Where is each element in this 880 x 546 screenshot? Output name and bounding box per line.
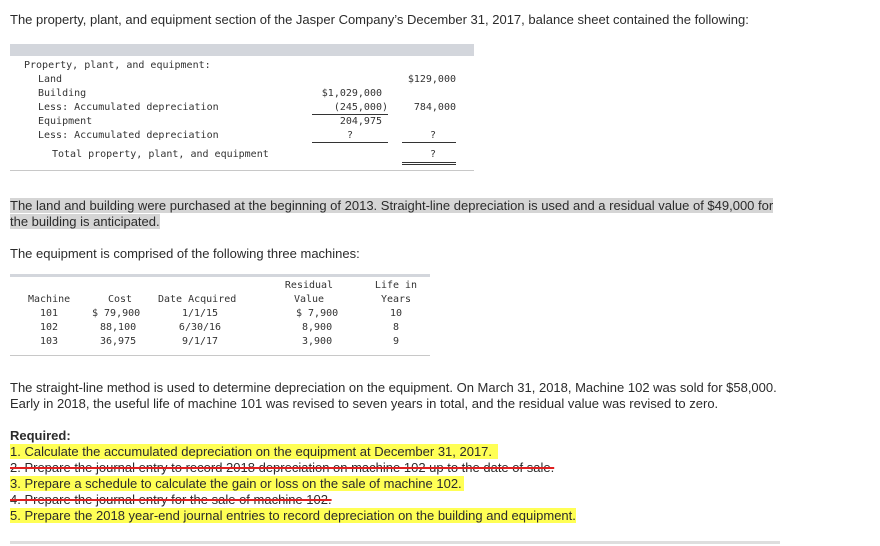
machine-103-cost: 36,975 bbox=[100, 336, 137, 347]
equipment-intro: The equipment is comprised of the following three machines: bbox=[10, 246, 360, 261]
table-header-bar bbox=[10, 274, 430, 277]
ppe-value-land: $129,000 bbox=[407, 74, 456, 85]
col-life-line1: Life in bbox=[374, 280, 418, 291]
required-heading: Required: bbox=[10, 428, 71, 443]
divider bbox=[10, 170, 474, 171]
intro-text: The property, plant, and equipment section of the Jasper Company’s December 31, 2017, balance sheet contained the following: bbox=[10, 12, 749, 27]
required-item-4: 4. Prepare the journal entry for the sale of machine 102. bbox=[10, 492, 332, 507]
col-residual-line2: Value bbox=[293, 294, 325, 305]
required-item-3: 3. Prepare a schedule to calculate the gain or loss on the sale of machine 102. bbox=[10, 476, 462, 491]
machine-102-cost: 88,100 bbox=[100, 322, 137, 333]
machine-102-residual: 8,900 bbox=[302, 322, 333, 333]
ppe-label-bldg-accum: Less: Accumulated depreciation bbox=[38, 102, 219, 113]
ppe-label-equipment: Equipment bbox=[38, 116, 93, 127]
machine-101-date: 1/1/15 bbox=[181, 308, 219, 319]
required-item-1: 1. Calculate the accumulated depreciation on the equipment at December 31, 2017. bbox=[10, 444, 498, 459]
ppe-label-equip-accum: Less: Accumulated depreciation bbox=[38, 130, 219, 141]
ppe-total-value: ? bbox=[429, 149, 436, 160]
machine-102-date: 6/30/16 bbox=[178, 322, 222, 333]
machine-101-id: 101 bbox=[40, 308, 59, 319]
machine-101-residual: $ 7,900 bbox=[296, 308, 339, 319]
machine-103-life: 9 bbox=[392, 336, 400, 347]
table-header-bar bbox=[10, 44, 474, 56]
ppe-value-equip-net: ? bbox=[429, 130, 436, 141]
machine-102-id: 102 bbox=[40, 322, 59, 333]
ppe-value-building: $1,029,000 bbox=[321, 88, 382, 99]
divider bbox=[10, 355, 430, 356]
machine-101-life: 10 bbox=[389, 308, 403, 319]
ppe-total-label: Total property, plant, and equipment bbox=[52, 149, 269, 160]
machine-101-cost: $ 79,900 bbox=[92, 308, 141, 319]
double-underline bbox=[402, 162, 456, 165]
machine-103-id: 103 bbox=[40, 336, 59, 347]
method-text-1: The straight-line method is used to determine depreciation on the equipment. On March 31, 2018, Machine 102 was sold for $58,000. bbox=[10, 380, 777, 395]
machine-103-residual: 3,900 bbox=[302, 336, 333, 347]
underline bbox=[312, 142, 388, 143]
machine-103-date: 9/1/17 bbox=[181, 336, 219, 347]
ppe-header: Property, plant, and equipment: bbox=[24, 60, 211, 71]
bottom-rule bbox=[10, 541, 780, 544]
ppe-value-equip-accum: ? bbox=[346, 130, 354, 141]
ppe-label-building: Building bbox=[38, 88, 87, 99]
required-item-5: 5. Prepare the 2018 year-end journal entries to record depreciation on the building and equipment. bbox=[10, 508, 576, 523]
ppe-label-land: Land bbox=[38, 74, 63, 85]
ppe-value-bldg-accum: (245,000) bbox=[333, 102, 388, 113]
land-building-line-2: the building is anticipated. bbox=[10, 214, 160, 229]
method-text-2: Early in 2018, the useful life of machine 101 was revised to seven years in total, and the residual value was revised to zero. bbox=[10, 396, 719, 411]
required-item-2: 2. Prepare the journal entry to record 2018 depreciation on machine 102 up to the date of sale. bbox=[10, 460, 555, 475]
col-residual-line1: Residual bbox=[284, 280, 334, 291]
underline bbox=[402, 142, 456, 143]
ppe-value-bldg-net: 784,000 bbox=[413, 102, 456, 113]
col-cost: Cost bbox=[108, 294, 133, 305]
col-machine: Machine bbox=[28, 294, 71, 305]
col-life-line2: Years bbox=[380, 294, 412, 305]
land-building-line-1: The land and building were purchased at the beginning of 2013. Straight-line depreciation is used and a residual value of $49,000 for bbox=[10, 198, 774, 213]
machine-102-life: 8 bbox=[392, 322, 400, 333]
ppe-value-equipment: 204,975 bbox=[339, 116, 382, 127]
col-date: Date Acquired bbox=[158, 294, 237, 305]
land-building-text bbox=[10, 198, 773, 230]
